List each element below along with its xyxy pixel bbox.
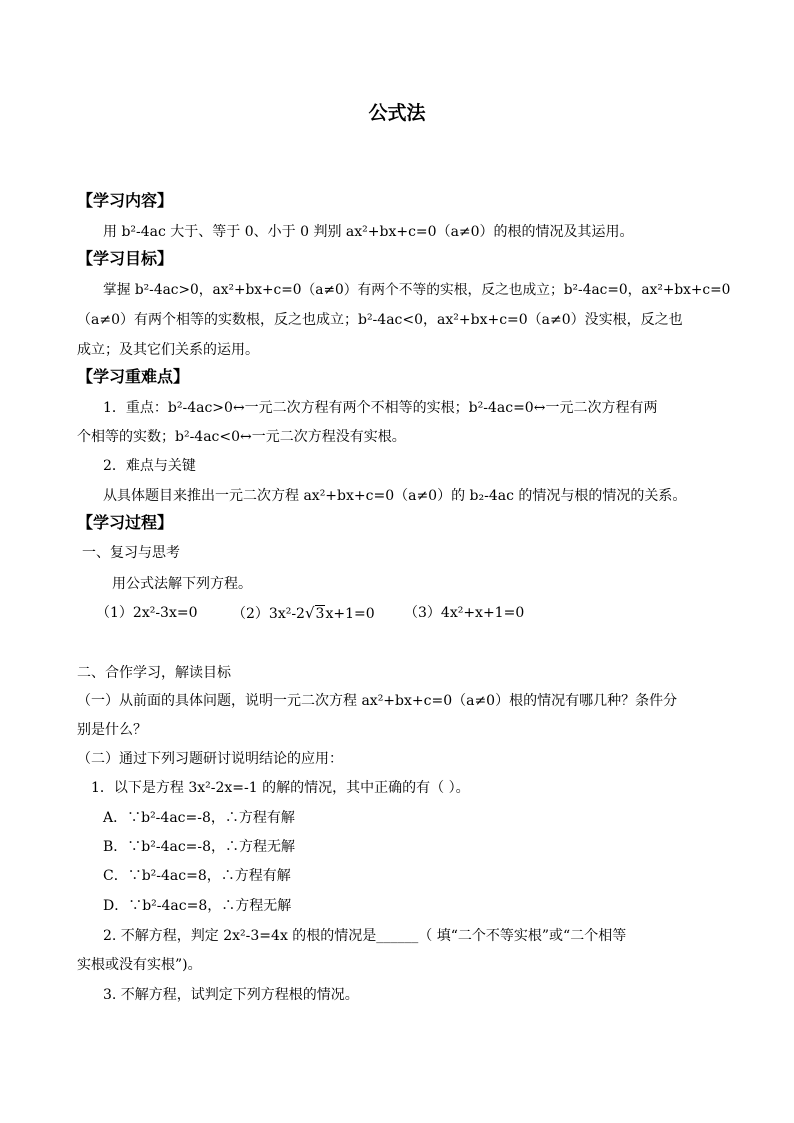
key-line-1: 1．重点：b²-4ac>0↔一元二次方程有两个不相等的实根；b²-4ac=0↔一元二次方程有两	[103, 400, 658, 416]
key-line-2: 个相等的实数；b²-4ac<0↔一元二次方程没有实根。	[77, 429, 406, 445]
goal-line-1: 掌握 b²-4ac>0，ax²+bx+c=0（a≠0）有两个不等的实根，反之也成立；b²-4ac=0，ax²+bx+c=0	[103, 282, 731, 298]
coop-line-1: （一）从前面的具体问题，说明一元二次方程 ax²+bx+c=0（a≠0）根的情况有哪几种？条件分	[77, 693, 678, 709]
question-2-line-1: 2. 不解方程，判定 2x²-3=4x 的根的情况是______（ 填“二个不等实根”或“二个相等	[103, 928, 627, 944]
question-1-option-a: A．∵b²-4ac=-8，∴方程有解	[103, 810, 295, 826]
section-heading-process: 【学习过程】	[77, 513, 174, 532]
equation-2-suffix: x+1=0	[325, 606, 375, 622]
question-2-line-2: 实根或没有实根”)。	[77, 957, 202, 973]
coop-line-2: 别是什么？	[77, 722, 147, 738]
page-title: 公式法	[368, 102, 426, 124]
question-1-option-c: C．∵b²-4ac=8，∴方程有解	[103, 868, 291, 884]
equation-2	[232, 603, 375, 624]
review-heading: 一、复习与思考	[82, 545, 180, 561]
equation-3: （3）4x²+x+1=0	[404, 605, 525, 621]
goal-line-2: （a≠0）有两个相等的实数根，反之也成立；b²-4ac<0，ax²+bx+c=0（a≠0）没实根，反之也	[77, 312, 683, 328]
goal-line-3: 成立；及其它们关系的运用。	[77, 342, 259, 358]
question-1: 1．以下是方程 3x²-2x=-1 的解的情况，其中正确的有（ ）。	[91, 780, 470, 796]
equation-2-radicand: 3	[315, 606, 325, 622]
section-heading-goal: 【学习目标】	[77, 249, 174, 268]
content-text: 用 b²-4ac 大于、等于 0、小于 0 判别 ax²+bx+c=0（a≠0）的根的情况及其运用。	[103, 224, 634, 240]
question-1-option-b: B．∵b²-4ac=-8，∴方程无解	[103, 839, 296, 855]
equation-1: （1）2x²-3x=0	[96, 605, 198, 621]
review-instruction: 用公式法解下列方程。	[112, 576, 252, 592]
coop-heading: 二、合作学习，解读目标	[77, 665, 231, 681]
key-line-4: 从具体题目来推出一元二次方程 ax²+bx+c=0（a≠0）的 b₂-4ac 的情况与根的情况的关系。	[103, 488, 687, 504]
section-heading-content: 【学习内容】	[77, 191, 174, 210]
coop-line-3: （二）通过下列习题研讨说明结论的应用：	[77, 751, 343, 767]
key-line-3: 2．难点与关键	[103, 458, 196, 474]
question-1-option-d: D．∵b²-4ac=8，∴方程无解	[103, 898, 292, 914]
section-heading-key: 【学习重难点】	[77, 367, 190, 386]
equation-2-prefix: （2）3x²-2	[232, 606, 305, 622]
sqrt-sign-icon: √	[304, 604, 315, 622]
question-3: 3. 不解方程，试判定下列方程根的情况。	[103, 987, 359, 1003]
